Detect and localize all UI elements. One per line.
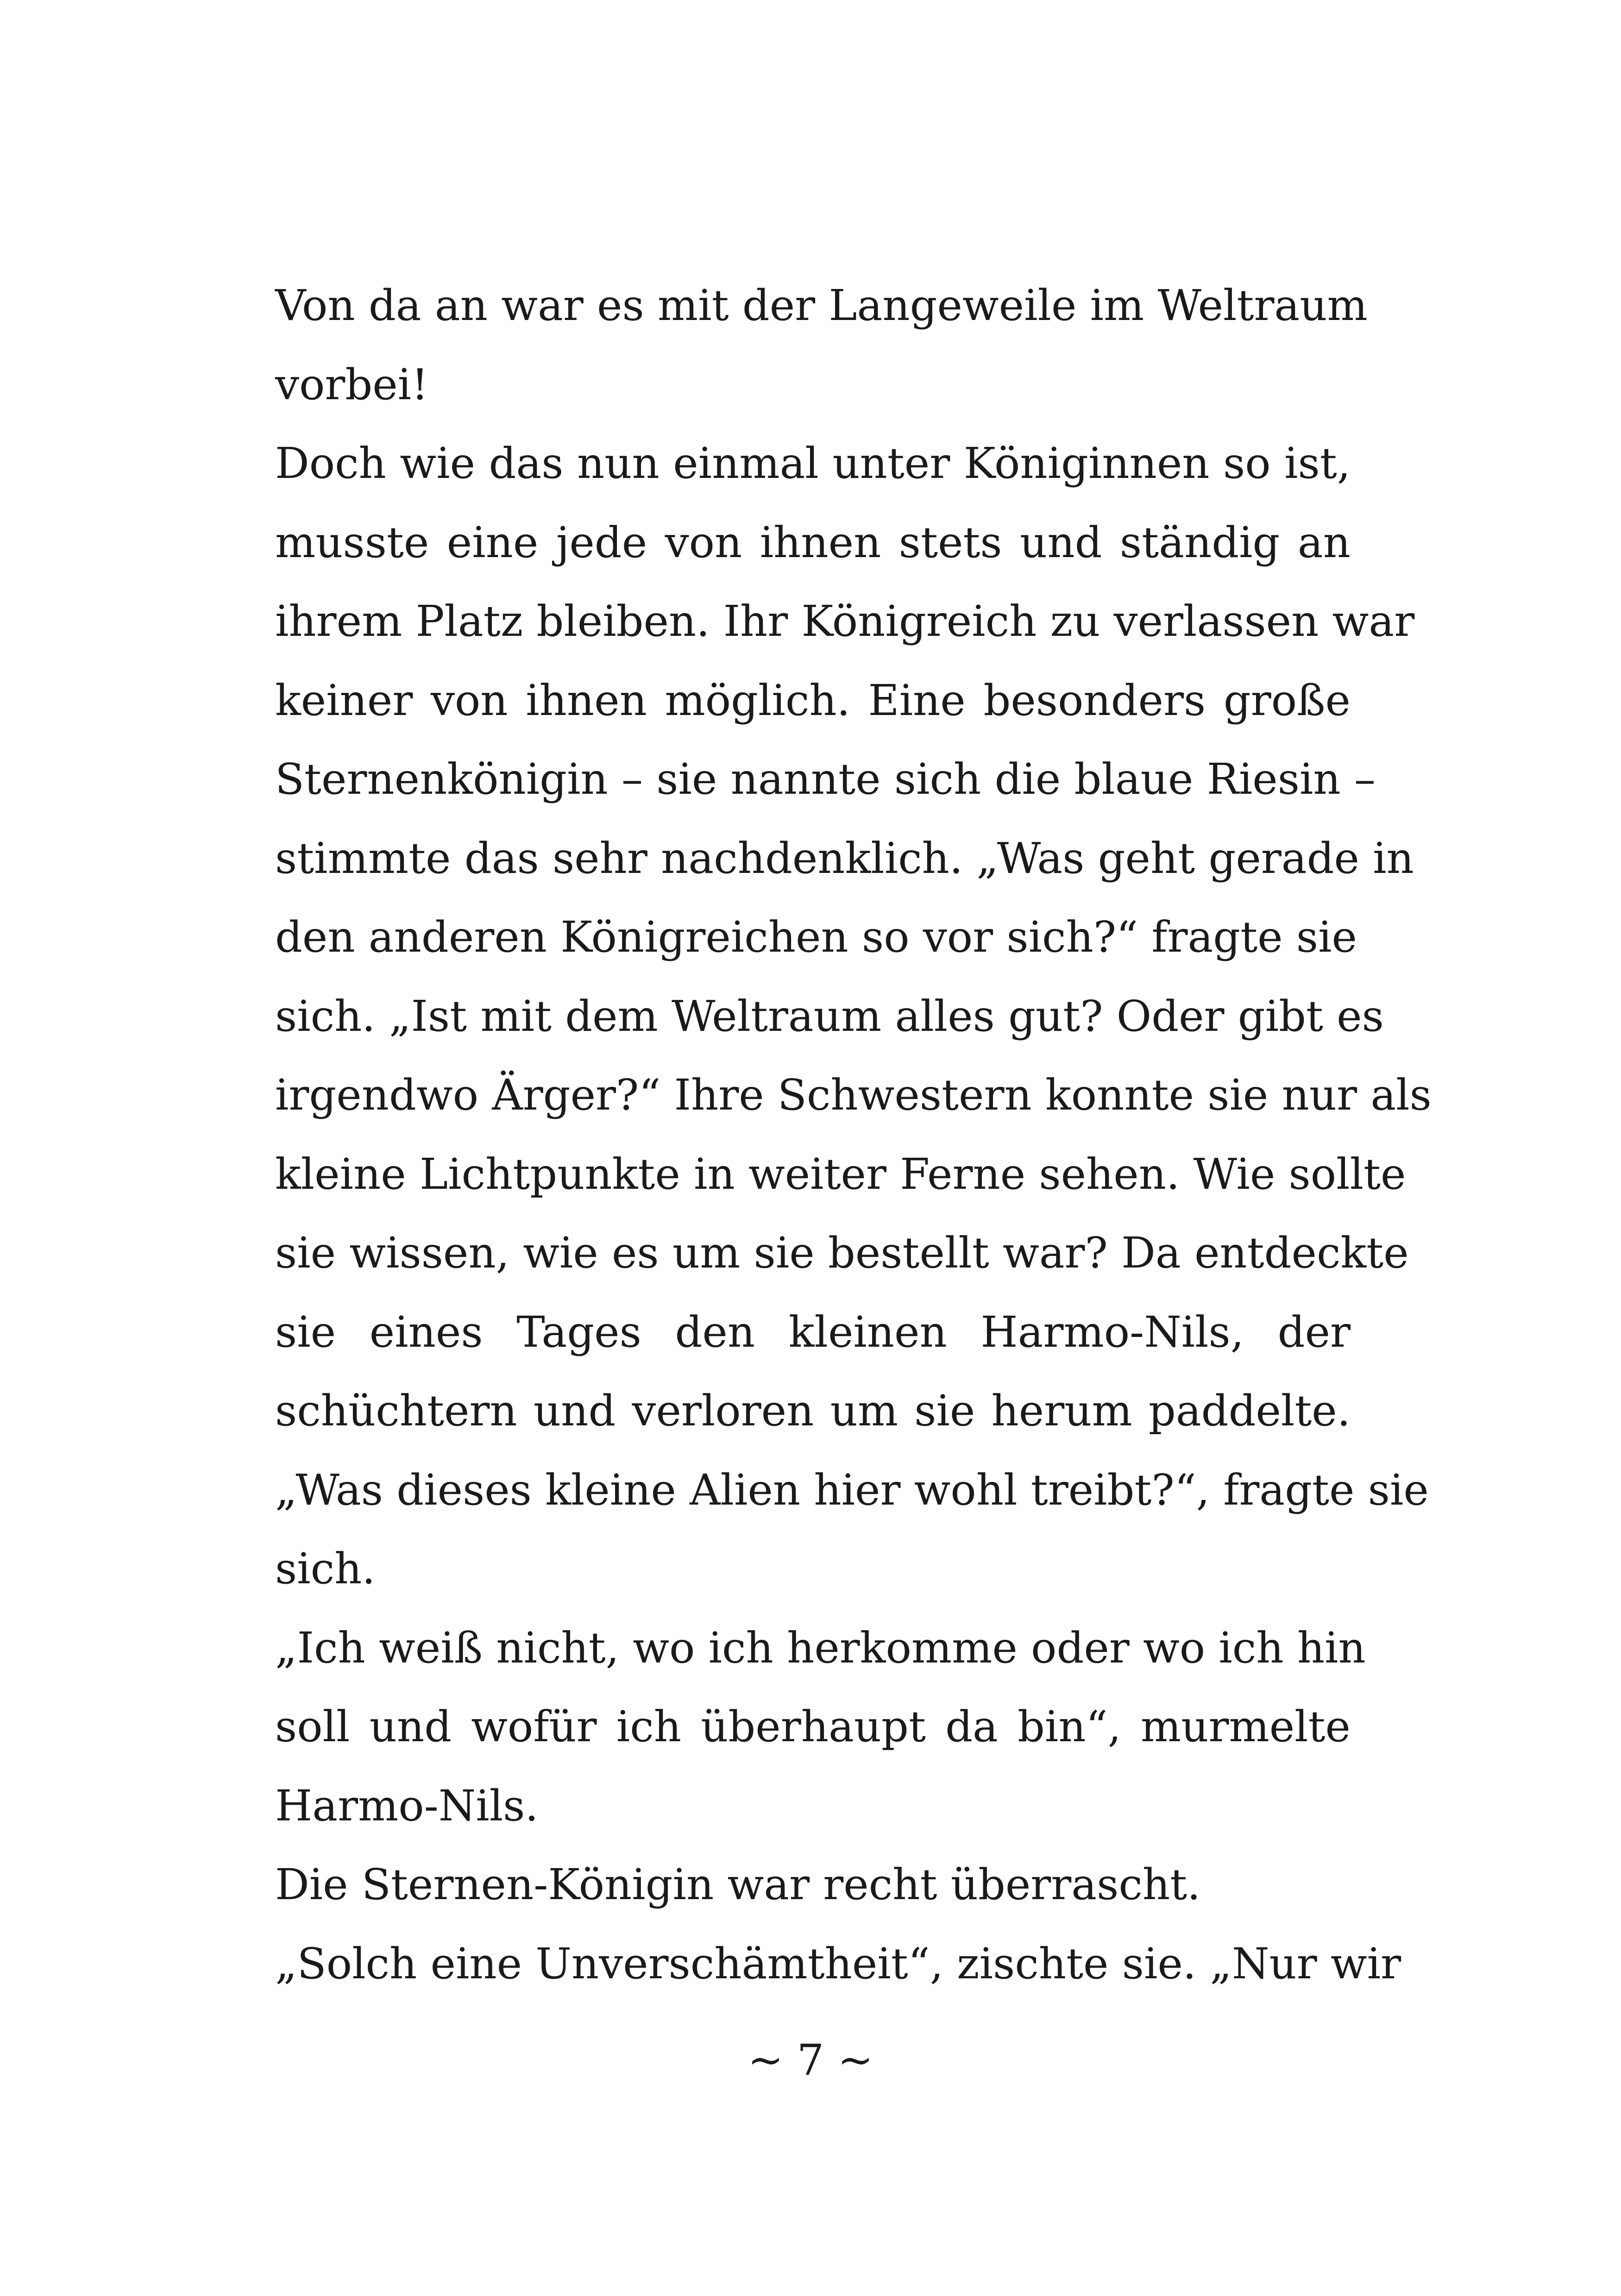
text-line: vorbei! — [275, 359, 429, 409]
text-line: soll und wofür ich überhaupt da bin“, murmelte — [275, 1702, 1351, 1751]
text-line: den anderen Königreichen so vor sich?“ fragte sie — [275, 912, 1357, 962]
text-line: Die Sternen-Königin war recht überrascht. — [275, 1860, 1201, 1909]
text-line: „Was dieses kleine Alien hier wohl treibt?“, fragte sie — [275, 1465, 1429, 1515]
text-line: Sternenkönigin – sie nannte sich die blaue Riesin – — [275, 754, 1376, 804]
text-line: sich. — [275, 1544, 376, 1593]
story-text — [275, 266, 1432, 2003]
text-line: sie eines Tages den kleinen Harmo-Nils, der — [275, 1307, 1351, 1357]
text-line: Doch wie das nun einmal unter Königinnen so ist, — [275, 439, 1351, 488]
text-line: stimmte das sehr nachdenklich. „Was geht gerade in — [275, 833, 1414, 883]
text-line: sie wissen, wie es um sie bestellt war? Da entdeckte — [275, 1228, 1409, 1278]
text-line: Harmo-Nils. — [275, 1781, 539, 1831]
text-line: kleine Lichtpunkte in weiter Ferne sehen. Wie sollte — [275, 1149, 1406, 1199]
text-line: „Solch eine Unverschämtheit“, zischte sie. „Nur wir — [275, 1938, 1401, 1989]
text-line: irgendwo Ärger?“ Ihre Schwestern konnte sie nur als — [275, 1070, 1432, 1120]
page-number: ~ 7 ~ — [748, 2035, 873, 2085]
text-line: sich. „Ist mit dem Weltraum alles gut? Oder gibt es — [275, 991, 1384, 1041]
text-line: musste eine jede von ihnen stets und ständig an — [275, 517, 1351, 567]
text-line: „Ich weiß nicht, wo ich herkomme oder wo ich hin — [275, 1623, 1366, 1673]
text-line: Von da an war es mit der Langeweile im Weltraum — [275, 281, 1368, 330]
text-line: keiner von ihnen möglich. Eine besonders große — [275, 675, 1351, 725]
text-line: ihrem Platz bleiben. Ihr Königreich zu verlassen war — [275, 596, 1415, 646]
text-line: schüchtern und verloren um sie herum paddelte. — [275, 1386, 1351, 1436]
